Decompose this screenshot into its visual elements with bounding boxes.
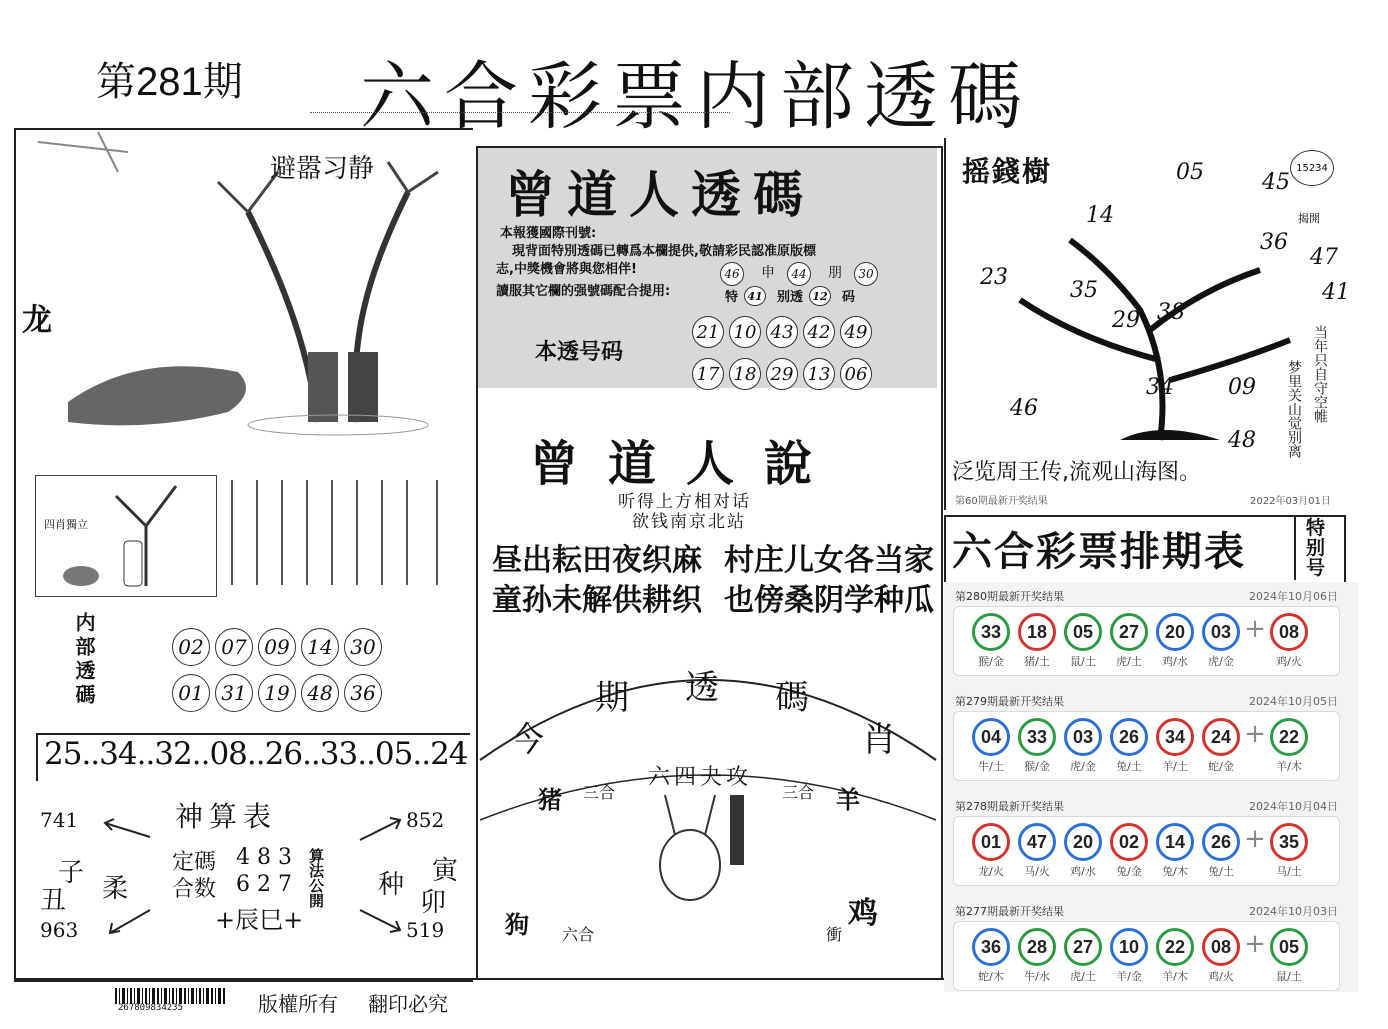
result-zodiac: 虎/金 bbox=[1208, 655, 1234, 668]
result-ball: 03 bbox=[1202, 613, 1240, 651]
shensuan-left-z2: 丑 bbox=[40, 886, 67, 916]
result-date: 2024年10月06日 bbox=[1249, 590, 1338, 603]
result-number bbox=[1198, 718, 1244, 774]
tree-small-right: 2022年03月01日 bbox=[1250, 496, 1331, 507]
zeng-notice-2: 現背面特別透碼已轉爲本欄提供,敬請彩民認准原版標 bbox=[512, 244, 816, 259]
result-ball: 22 bbox=[1156, 928, 1194, 966]
result-date: 2024年10月04日 bbox=[1249, 800, 1338, 813]
result-zodiac: 虎/土 bbox=[1116, 655, 1142, 668]
zeng-title: 曾道人透碼 bbox=[505, 165, 815, 224]
shensuan-left-z3: 柔 bbox=[102, 874, 129, 904]
zeng-ball: 49 bbox=[840, 316, 872, 348]
result-number bbox=[1014, 718, 1060, 774]
barcode-number: 267809834235 bbox=[118, 1003, 184, 1013]
result-number bbox=[968, 718, 1014, 774]
result-label: 第279期最新开奖结果 bbox=[955, 695, 1064, 708]
arch-sheep: 羊 bbox=[836, 786, 860, 814]
result-zodiac: 猴/金 bbox=[1024, 760, 1050, 773]
result-special-number bbox=[1266, 823, 1312, 879]
inner-ball: 30 bbox=[344, 628, 382, 666]
result-zodiac: 马/土 bbox=[1276, 865, 1302, 878]
te-item: 44 bbox=[787, 262, 811, 286]
mini-illustration bbox=[35, 475, 217, 597]
shuo-sub-2: 欲钱南京北站 bbox=[632, 512, 746, 532]
zeng-ball: 13 bbox=[803, 358, 835, 390]
poem-2b: 也傍桑阴学种瓜 bbox=[724, 583, 934, 618]
result-zodiac: 兔/土 bbox=[1208, 865, 1234, 878]
ding-values: 4 8 3 bbox=[236, 845, 292, 870]
result-header bbox=[955, 588, 1338, 604]
result-zodiac: 鼠/土 bbox=[1070, 655, 1096, 668]
result-ball: 05 bbox=[1270, 928, 1308, 966]
result-number bbox=[1060, 718, 1106, 774]
result-ball: 47 bbox=[1018, 823, 1056, 861]
tree-number: 14 bbox=[1086, 203, 1114, 228]
result-ball: 08 bbox=[1270, 613, 1308, 651]
tree-number: 29 bbox=[1112, 308, 1140, 333]
special-label: 特别号 bbox=[1306, 517, 1326, 579]
result-number bbox=[1014, 928, 1060, 984]
tree-number: 36 bbox=[1260, 230, 1288, 255]
result-ball: 24 bbox=[1202, 718, 1240, 756]
arch-chicken: 鸡 bbox=[848, 896, 878, 931]
zeng-ball: 17 bbox=[692, 358, 724, 390]
zeng-ball: 21 bbox=[692, 316, 724, 348]
result-number bbox=[1198, 928, 1244, 984]
result-ball: 20 bbox=[1064, 823, 1102, 861]
result-card bbox=[953, 606, 1340, 676]
shensuan-left-z1: 子 bbox=[58, 858, 85, 888]
badge-number: 15234 bbox=[1290, 150, 1334, 186]
result-number bbox=[1060, 613, 1106, 669]
result-header bbox=[955, 693, 1338, 709]
shuo-title: 曾道人說 bbox=[530, 436, 843, 492]
result-ball: 02 bbox=[1110, 823, 1148, 861]
te-item: 46 bbox=[720, 262, 744, 286]
zodiac-label: 龙 bbox=[22, 303, 52, 338]
result-header bbox=[955, 903, 1338, 919]
plus-sign: + bbox=[1244, 824, 1266, 854]
arch-center-text: 六四夬攻 bbox=[648, 765, 753, 790]
inner-ball: 07 bbox=[215, 628, 253, 666]
result-zodiac: 蛇/木 bbox=[978, 970, 1004, 983]
tree-number: 05 bbox=[1176, 160, 1204, 185]
rabbit-illustration bbox=[620, 790, 760, 910]
tree-number: 34 bbox=[1146, 375, 1174, 400]
arch-char: 今 bbox=[510, 720, 544, 760]
badge-sub: 揭開 bbox=[1298, 212, 1320, 225]
result-zodiac: 兔/土 bbox=[1116, 760, 1142, 773]
inner-ball: 31 bbox=[215, 674, 253, 712]
result-zodiac: 兔/木 bbox=[1162, 865, 1188, 878]
shensuan-num-bl: 963 bbox=[40, 918, 79, 942]
result-card bbox=[953, 711, 1340, 781]
te-sub-row bbox=[725, 286, 855, 306]
arch-char: 透 bbox=[685, 668, 719, 708]
special-code-label: 本透号码 bbox=[535, 340, 624, 365]
money-tree-title: 摇錢樹 bbox=[962, 155, 1053, 188]
no-copy-notice: 翻印必究 bbox=[368, 992, 448, 1016]
result-date: 2024年10月03日 bbox=[1249, 905, 1338, 918]
shensuan-num-tr: 852 bbox=[406, 808, 445, 832]
result-zodiac: 牛/水 bbox=[1024, 970, 1050, 983]
copyright: 版權所有 bbox=[258, 992, 338, 1016]
poem-1b: 村庄儿女各当家 bbox=[724, 543, 934, 578]
inner-ball: 36 bbox=[344, 674, 382, 712]
arch-char: 肖 bbox=[862, 720, 896, 760]
result-date: 2024年10月05日 bbox=[1249, 695, 1338, 708]
result-number bbox=[1060, 823, 1106, 879]
result-number bbox=[1106, 718, 1152, 774]
result-special-number bbox=[1266, 718, 1312, 774]
method-label: 算法公開 bbox=[307, 848, 325, 908]
plus-sign: + bbox=[1244, 929, 1266, 959]
result-ball: 35 bbox=[1270, 823, 1308, 861]
result-zodiac: 兔/金 bbox=[1116, 865, 1142, 878]
dragon-tree-illustration bbox=[18, 132, 468, 472]
result-label: 第280期最新开奖结果 bbox=[955, 590, 1064, 603]
result-card bbox=[953, 921, 1340, 991]
page-title: 六合彩票内部透碼 bbox=[360, 54, 1032, 140]
inner-ball: 14 bbox=[301, 628, 339, 666]
result-number bbox=[968, 613, 1014, 669]
te-sub-item: 41 bbox=[744, 286, 766, 306]
result-ball: 26 bbox=[1202, 823, 1240, 861]
shensuan-right-z3: 种 bbox=[378, 870, 405, 900]
tree-number: 38 bbox=[1157, 300, 1185, 325]
inner-ball: 02 bbox=[172, 628, 210, 666]
result-zodiac: 猪/土 bbox=[1024, 655, 1050, 668]
zeng-row-1 bbox=[692, 316, 877, 348]
result-ball: 20 bbox=[1156, 613, 1194, 651]
te-sub-item: 12 bbox=[809, 286, 831, 306]
result-ball: 27 bbox=[1064, 928, 1102, 966]
shensuan-num-br: 519 bbox=[406, 918, 445, 942]
zeng-ball: 42 bbox=[803, 316, 835, 348]
result-number bbox=[1152, 823, 1198, 879]
number-line: 25..34..32..08..26..33..05..24 bbox=[44, 736, 468, 772]
te-row bbox=[720, 262, 883, 286]
zeng-ball: 06 bbox=[840, 358, 872, 390]
result-label: 第278期最新开奖结果 bbox=[955, 800, 1064, 813]
result-zodiac: 鸡/水 bbox=[1070, 865, 1096, 878]
result-number bbox=[1152, 613, 1198, 669]
tree-number: 35 bbox=[1070, 278, 1098, 303]
te-item: 30 bbox=[854, 262, 878, 286]
result-zodiac: 蛇/金 bbox=[1208, 760, 1234, 773]
result-ball: 18 bbox=[1018, 613, 1056, 651]
arch-char: 期 bbox=[595, 678, 629, 718]
result-ball: 27 bbox=[1110, 613, 1148, 651]
result-zodiac: 鸡/火 bbox=[1276, 655, 1302, 668]
inner-code-row-1 bbox=[172, 628, 387, 666]
tree-poem-2: 梦里关山觉别离 bbox=[1286, 360, 1302, 458]
zeng-notice-4: 讀服其它欄的强號碼配合提用: bbox=[496, 284, 671, 299]
result-number bbox=[1106, 928, 1152, 984]
zeng-ball: 18 bbox=[729, 358, 761, 390]
result-zodiac: 鸡/水 bbox=[1162, 655, 1188, 668]
result-ball: 33 bbox=[972, 613, 1010, 651]
result-ball: 26 bbox=[1110, 718, 1148, 756]
result-ball: 01 bbox=[972, 823, 1010, 861]
arch-dog: 狗 bbox=[505, 911, 529, 939]
tree-number: 41 bbox=[1322, 280, 1350, 305]
shensuan-right-z2: 卯 bbox=[420, 888, 447, 918]
tree-poem-1: 当年只自守空帷 bbox=[1312, 325, 1328, 423]
arch-sanhe-1: 三合 bbox=[583, 783, 616, 802]
result-ball: 34 bbox=[1156, 718, 1194, 756]
inner-code-row-2 bbox=[172, 674, 387, 712]
result-zodiac: 羊/木 bbox=[1276, 760, 1302, 773]
result-ball: 05 bbox=[1064, 613, 1102, 651]
arch-char: 碼 bbox=[775, 678, 809, 718]
result-number bbox=[1106, 823, 1152, 879]
result-label: 第277期最新开奖结果 bbox=[955, 905, 1064, 918]
he-values: 6 2 7 bbox=[236, 872, 292, 897]
tree-number: 46 bbox=[1010, 396, 1038, 421]
zeng-notice-3: 志,中獎機會將與您相伴! bbox=[496, 262, 637, 277]
shensuan-right-z1: 寅 bbox=[432, 856, 459, 886]
result-number bbox=[1014, 613, 1060, 669]
result-number bbox=[1014, 823, 1060, 879]
result-ball: 22 bbox=[1270, 718, 1308, 756]
te-sub-item: 特 bbox=[725, 290, 739, 305]
result-ball: 04 bbox=[972, 718, 1010, 756]
result-zodiac: 虎/土 bbox=[1070, 970, 1096, 983]
result-zodiac: 牛/土 bbox=[978, 760, 1004, 773]
inner-ball: 48 bbox=[301, 674, 339, 712]
result-zodiac: 马/火 bbox=[1024, 865, 1050, 878]
result-zodiac: 猴/金 bbox=[978, 655, 1004, 668]
ding-label: 定碼 bbox=[172, 850, 217, 875]
tree-number: 09 bbox=[1228, 375, 1256, 400]
result-ball: 36 bbox=[972, 928, 1010, 966]
result-ball: 08 bbox=[1202, 928, 1240, 966]
result-zodiac: 羊/金 bbox=[1116, 970, 1142, 983]
result-number bbox=[968, 823, 1014, 879]
result-ball: 33 bbox=[1018, 718, 1056, 756]
tree-number: 23 bbox=[980, 265, 1008, 290]
result-zodiac: 鸡/火 bbox=[1208, 970, 1234, 983]
tree-number: 47 bbox=[1310, 245, 1338, 270]
result-number bbox=[1106, 613, 1152, 669]
arch-heng: 衝 bbox=[826, 925, 843, 944]
result-number bbox=[1152, 928, 1198, 984]
result-zodiac: 虎/金 bbox=[1070, 760, 1096, 773]
te-item: 朋 bbox=[828, 265, 842, 281]
result-zodiac: 羊/土 bbox=[1162, 760, 1188, 773]
result-number bbox=[1198, 823, 1244, 879]
zeng-ball: 10 bbox=[729, 316, 761, 348]
result-ball: 03 bbox=[1064, 718, 1102, 756]
tree-small-left: 第60期最新开奖结果 bbox=[955, 496, 1048, 507]
inner-ball: 09 bbox=[258, 628, 296, 666]
result-ball: 10 bbox=[1110, 928, 1148, 966]
te-sub-item: 别透 bbox=[777, 290, 804, 305]
vertical-text-block bbox=[222, 475, 462, 595]
result-number bbox=[1152, 718, 1198, 774]
issue-number: 第281期 bbox=[96, 60, 243, 104]
schedule-title: 六合彩票排期表 bbox=[952, 529, 1246, 575]
result-zodiac: 龙/火 bbox=[978, 865, 1004, 878]
result-number bbox=[968, 928, 1014, 984]
he-label: 合数 bbox=[172, 877, 217, 902]
te-item: 申 bbox=[761, 265, 775, 281]
result-card bbox=[953, 816, 1340, 886]
tree-number: 48 bbox=[1228, 428, 1256, 453]
zeng-ball: 43 bbox=[766, 316, 798, 348]
te-sub-item: 码 bbox=[842, 290, 856, 305]
arch-liuhe: 六合 bbox=[562, 925, 595, 944]
shensuan-bottom: +辰巳+ bbox=[215, 906, 304, 934]
result-ball: 14 bbox=[1156, 823, 1194, 861]
zeng-notice-1: 本報獲國際刊號: bbox=[500, 226, 597, 241]
inner-ball: 01 bbox=[172, 674, 210, 712]
poem-1a: 昼出耘田夜织麻 bbox=[492, 543, 702, 578]
shensuan-num-tl: 741 bbox=[40, 808, 79, 832]
arch-pig: 猪 bbox=[538, 786, 562, 814]
result-zodiac: 羊/木 bbox=[1162, 970, 1188, 983]
result-ball: 28 bbox=[1018, 928, 1056, 966]
plus-sign: + bbox=[1244, 614, 1266, 644]
zeng-ball: 29 bbox=[766, 358, 798, 390]
title-underline bbox=[310, 112, 730, 115]
result-number bbox=[1060, 928, 1106, 984]
result-special-number bbox=[1266, 613, 1312, 669]
poem-2a: 童孙未解供耕织 bbox=[492, 583, 702, 618]
shensuan-title: 神算表 bbox=[175, 800, 278, 833]
inner-ball: 19 bbox=[258, 674, 296, 712]
shuo-sub-1: 听得上方相对话 bbox=[618, 492, 751, 512]
arch-sanhe-2: 三合 bbox=[782, 783, 815, 802]
inner-code-label: 内部透碼 bbox=[72, 612, 96, 708]
zeng-row-2 bbox=[692, 358, 877, 390]
result-header bbox=[955, 798, 1338, 814]
tree-bottom-line: 泛览周王传,流观山海图。 bbox=[952, 460, 1201, 485]
motto: 避嚣习静 bbox=[270, 154, 375, 184]
plus-sign: + bbox=[1244, 719, 1266, 749]
result-special-number bbox=[1266, 928, 1312, 984]
result-number bbox=[1198, 613, 1244, 669]
tree-number: 45 bbox=[1262, 170, 1290, 195]
mini-caption: 四肖獨立 bbox=[44, 518, 88, 531]
result-zodiac: 鼠/土 bbox=[1276, 970, 1302, 983]
